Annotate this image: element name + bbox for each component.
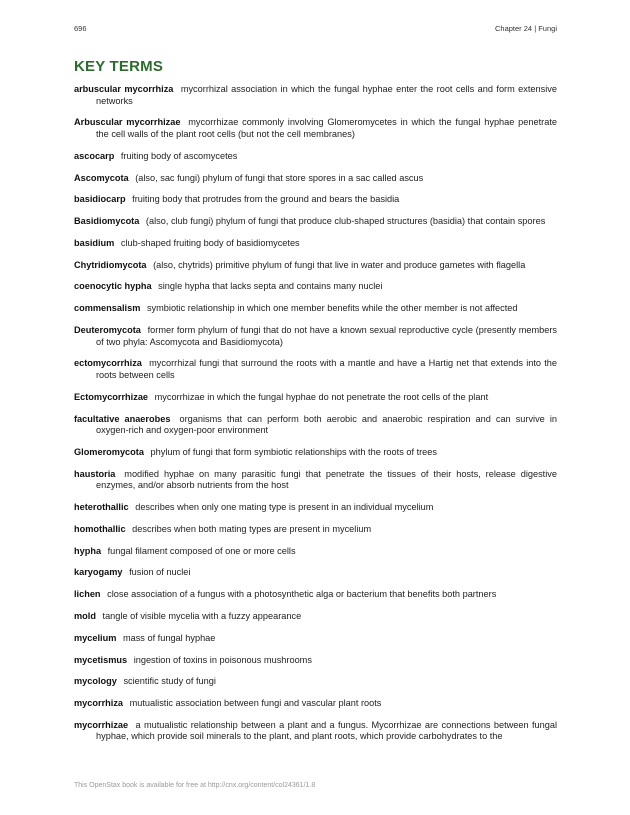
term-entry	[74, 173, 557, 185]
term-entry	[74, 358, 557, 381]
term-name: mold	[74, 610, 96, 621]
term-name: heterothallic	[74, 502, 129, 513]
term-name: coenocytic hypha	[74, 281, 152, 292]
term-name: basidiocarp	[74, 194, 126, 205]
term-entry	[74, 281, 557, 293]
term-entry	[74, 524, 557, 536]
term-entry	[74, 567, 557, 579]
term-entry	[74, 469, 557, 492]
term-name: ascocarp	[74, 150, 115, 161]
term-entry	[74, 655, 557, 667]
term-name: ectomycorrhiza	[74, 358, 142, 369]
term-name: mycology	[74, 676, 117, 687]
term-definition: (also, sac fungi) phylum of fungi that store spores in a sac called ascus	[135, 172, 424, 183]
term-name: mycorrhizae	[74, 719, 129, 730]
term-entry	[74, 676, 557, 688]
key-terms-list	[74, 84, 557, 753]
term-definition: close association of a fungus with a photosynthetic alga or bacterium that benefits both partners	[107, 589, 497, 600]
term-definition: former form phylum of fungi that do not have a known sexual reproductive cycle (presently members of two phyla: Ascomycota and Basidiomycota)	[96, 325, 557, 347]
term-name: Deuteromycota	[74, 325, 141, 335]
term-entry	[74, 303, 557, 315]
term-entry	[74, 84, 557, 107]
term-definition: modified hyphae on many parasitic fungi that penetrate the tissues of their hosts, release digestive enzymes, and/or absorb nutrients from the host	[96, 468, 557, 491]
term-definition: mycorrhizae commonly involving Glomeromycetes in which the fungal hyphae penetrate the cell walls of the plant root cells (but not the cell membranes)	[96, 117, 558, 139]
term-definition: fruiting body of ascomycetes	[120, 150, 238, 161]
term-definition: symbiotic relationship in which one member benefits while the other member is not affected	[146, 303, 518, 314]
term-name: Ascomycota	[74, 172, 129, 183]
term-name: mycetismus	[74, 654, 128, 665]
page-number: 696	[74, 24, 87, 33]
term-entry	[74, 698, 557, 710]
term-definition: mycorrhizae in which the fungal hyphae do not penetrate the root cells of the plant	[154, 391, 489, 402]
term-name: Basidiomycota	[74, 216, 140, 227]
term-definition: ingestion of toxins in poisonous mushrooms	[133, 654, 312, 665]
term-definition: single hypha that lacks septa and contains many nuclei	[158, 281, 383, 292]
term-definition: describes when only one mating type is present in an individual mycelium	[135, 502, 434, 513]
term-definition: mass of fungal hyphae	[122, 632, 216, 643]
term-name: Chytridiomycota	[74, 259, 147, 270]
term-definition: fungal filament composed of one or more cells	[107, 545, 296, 556]
term-definition: fusion of nuclei	[129, 567, 191, 578]
term-entry	[74, 546, 557, 558]
term-definition: (also, chytrids) primitive phylum of fungi that live in water and produce gametes with flagella	[153, 259, 526, 270]
term-definition: a mutualistic relationship between a plant and a fungus. Mycorrhizae are connections between fungal hyphae, which provide soil minerals to the plant, and plant roots, which provide carbohydrates to the	[96, 719, 557, 742]
term-entry	[74, 633, 557, 645]
term-entry	[74, 414, 557, 437]
page-header	[74, 24, 557, 36]
term-name: Glomeromycota	[74, 446, 144, 457]
term-entry	[74, 238, 557, 250]
term-name: arbuscular mycorrhiza	[74, 84, 174, 94]
footer-note: This OpenStax book is available for free at http://cnx.org/content/col24361/1.8	[74, 782, 316, 789]
term-entry	[74, 611, 557, 623]
term-entry	[74, 260, 557, 272]
term-name: Ectomycorrhizae	[74, 391, 149, 402]
term-definition: scientific study of fungi	[123, 676, 216, 687]
term-name: karyogamy	[74, 567, 123, 578]
term-name: commensalism	[74, 303, 141, 314]
term-entry	[74, 589, 557, 601]
term-entry	[74, 502, 557, 514]
term-entry	[74, 194, 557, 206]
section-title: KEY TERMS	[74, 58, 164, 75]
term-definition: mycorrhizal association in which the fungal hyphae enter the root cells and form extensive networks	[96, 84, 557, 106]
term-name: homothallic	[74, 523, 126, 534]
term-definition: phylum of fungi that form symbiotic relationships with the roots of trees	[150, 446, 437, 457]
running-head: Chapter 24 | Fungi	[495, 24, 557, 33]
term-entry	[74, 325, 557, 348]
term-entry	[74, 392, 557, 404]
term-name: mycorrhiza	[74, 698, 124, 709]
term-entry	[74, 720, 557, 743]
term-name: facultative anaerobes	[74, 413, 171, 424]
term-definition: mycorrhizal fungi that surround the roots with a mantle and have a Hartig net that extends into the roots between cells	[96, 358, 557, 380]
term-entry	[74, 216, 557, 228]
term-name: lichen	[74, 589, 101, 600]
term-name: hypha	[74, 545, 102, 556]
term-definition: fruiting body that protrudes from the ground and bears the basidia	[132, 194, 400, 205]
term-name: mycelium	[74, 632, 117, 643]
term-entry	[74, 151, 557, 163]
term-name: haustoria	[74, 468, 116, 479]
term-entry	[74, 117, 557, 140]
term-name: basidium	[74, 237, 115, 248]
term-name: Arbuscular mycorrhizae	[74, 117, 181, 128]
term-definition: describes when both mating types are present in mycelium	[132, 523, 372, 534]
term-definition: club-shaped fruiting body of basidiomycetes	[120, 237, 300, 248]
term-definition: mutualistic association between fungi and vascular plant roots	[129, 698, 382, 709]
term-definition: (also, club fungi) phylum of fungi that produce club-shaped structures (basidia) that contain spores	[145, 216, 546, 227]
term-definition: tangle of visible mycelia with a fuzzy appearance	[102, 610, 302, 621]
term-definition: organisms that can perform both aerobic and anaerobic respiration and can survive in oxygen-rich and oxygen-poor environment	[96, 413, 557, 436]
term-entry	[74, 447, 557, 459]
